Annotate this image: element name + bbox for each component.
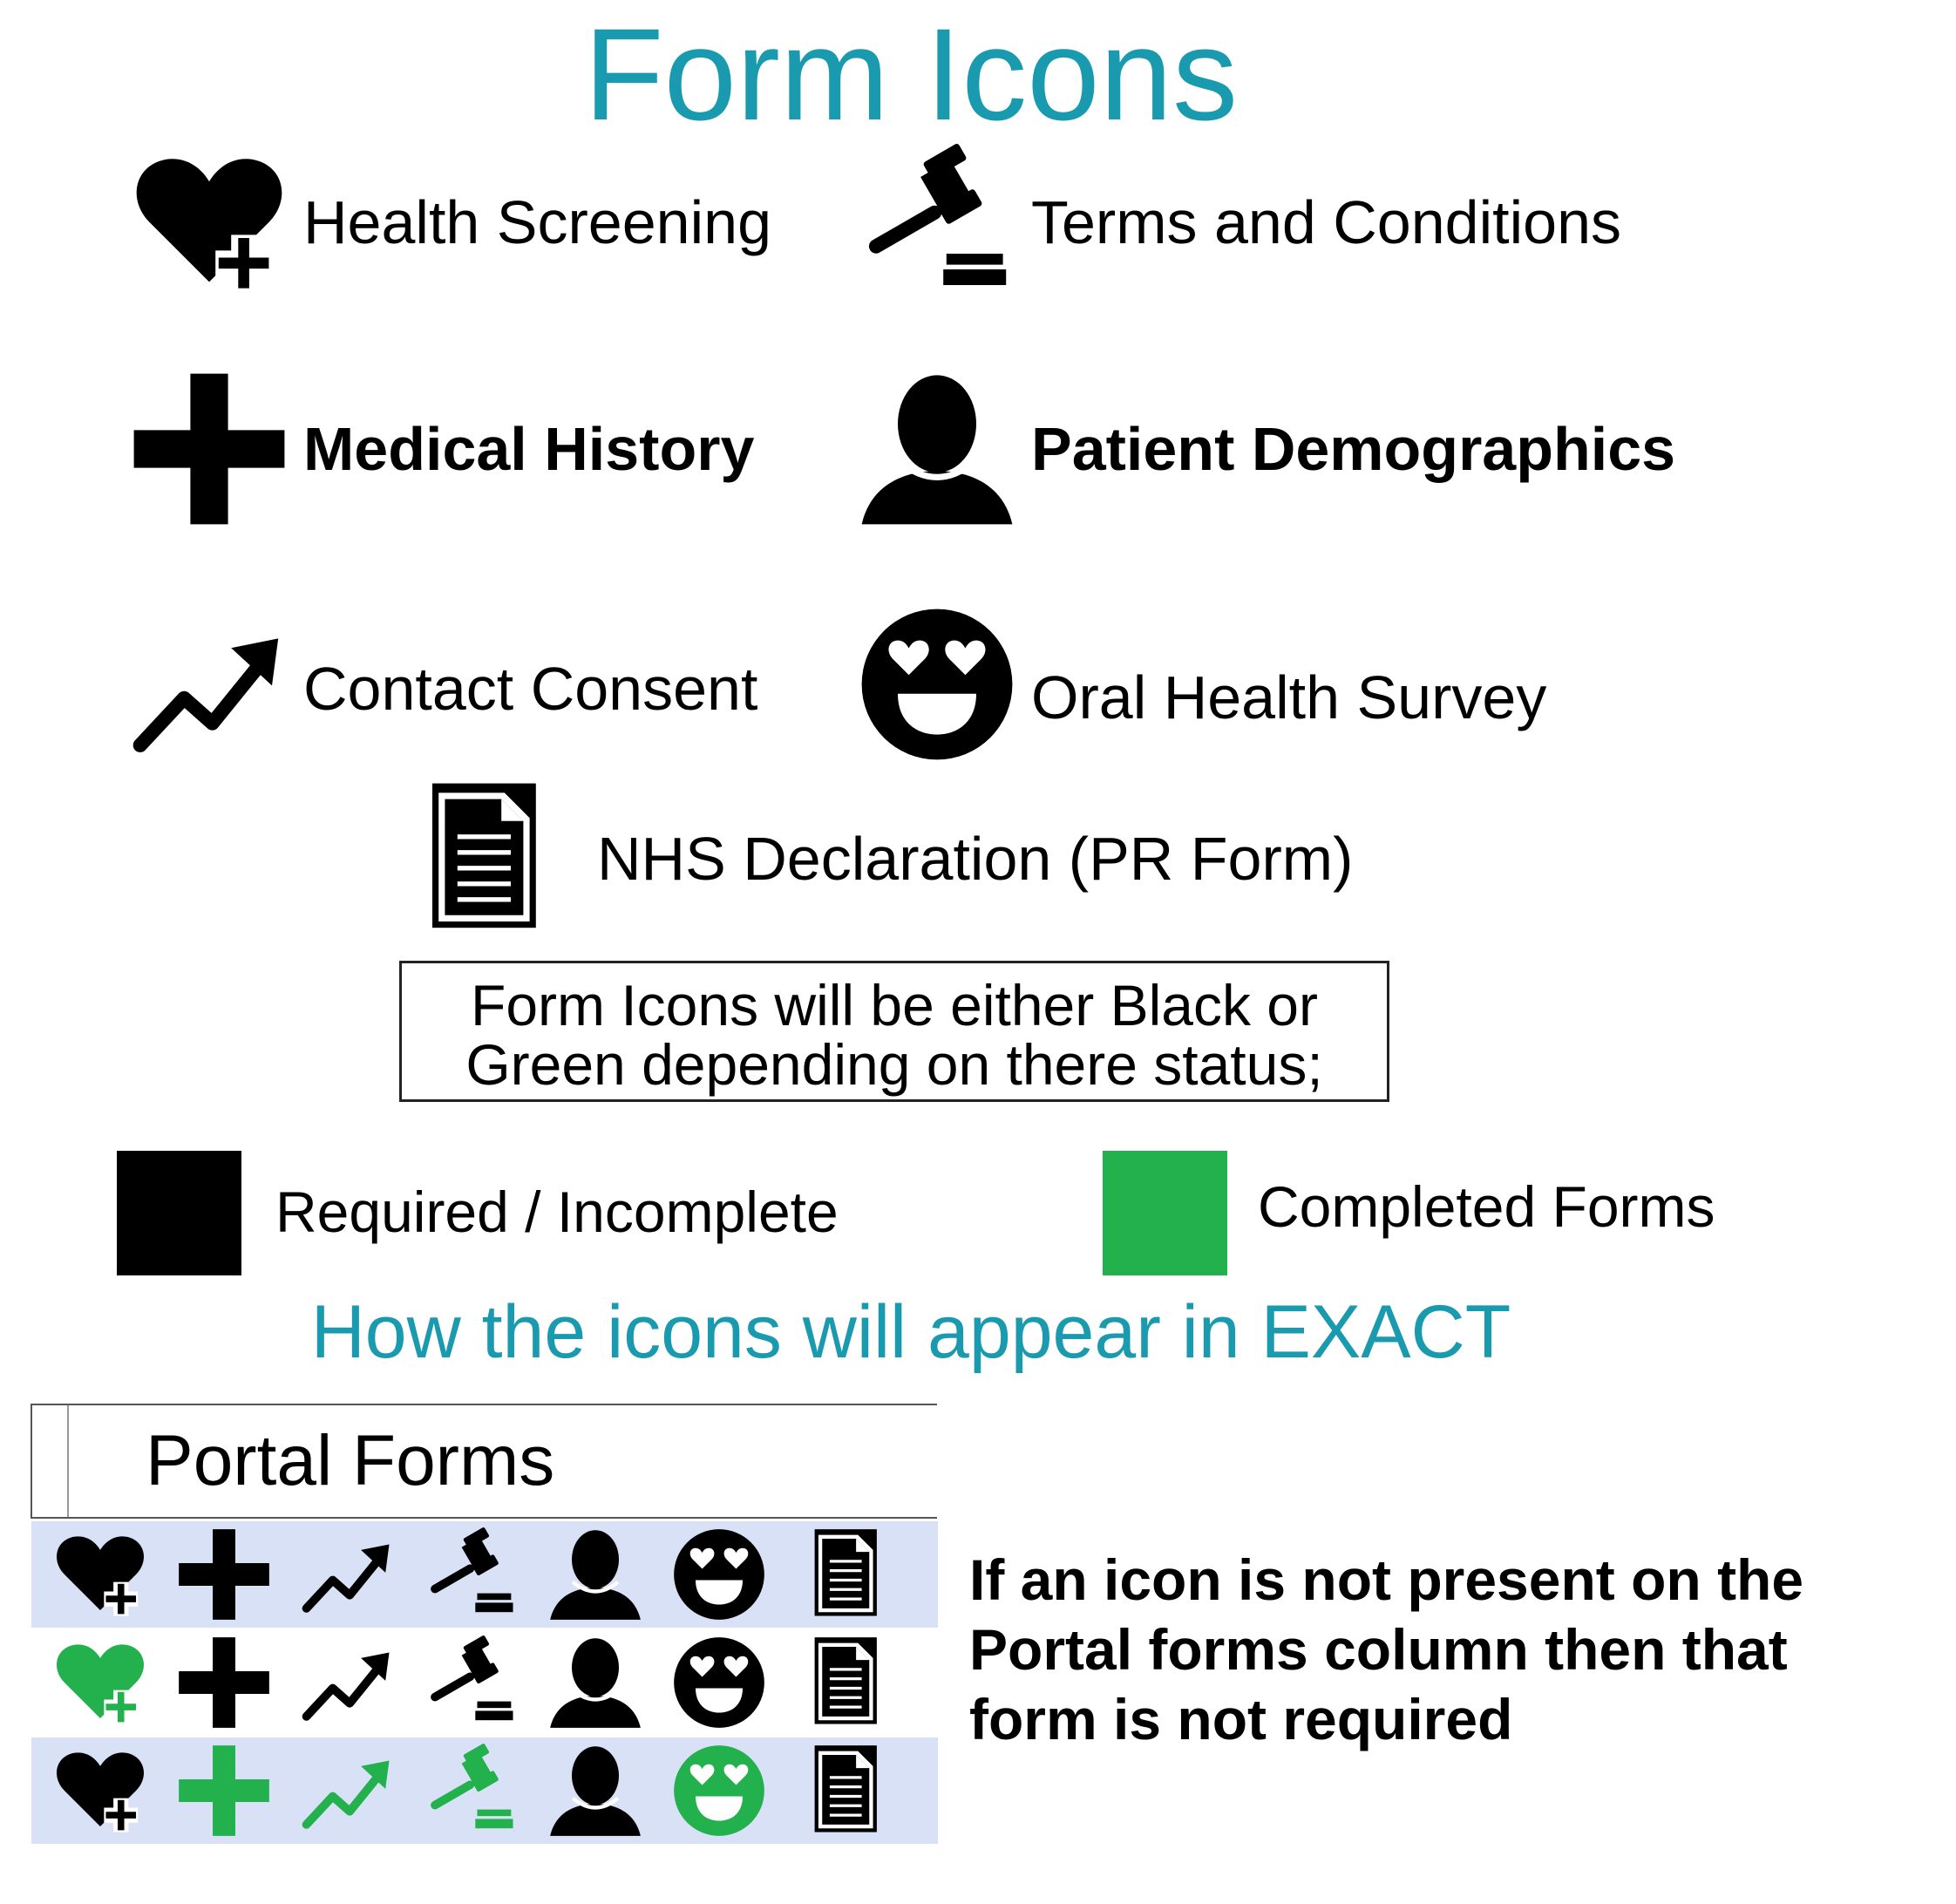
document-icon[interactable] bbox=[781, 1521, 905, 1628]
table-row bbox=[31, 1521, 938, 1628]
heart-plus-icon[interactable] bbox=[38, 1521, 162, 1628]
legend-terms-and-conditions bbox=[859, 144, 1621, 301]
gavel-icon[interactable] bbox=[410, 1521, 533, 1628]
page-title: Form Icons bbox=[583, 1, 1239, 147]
completed-swatch bbox=[1103, 1151, 1227, 1275]
legend-label: Contact Consent bbox=[303, 655, 758, 723]
trending-up-icon[interactable] bbox=[286, 1737, 410, 1844]
required-label: Required / Incomplete bbox=[275, 1180, 839, 1244]
trending-up-icon[interactable] bbox=[286, 1521, 410, 1628]
medical-cross-icon bbox=[131, 371, 288, 527]
legend-label: NHS Declaration (PR Form) bbox=[597, 825, 1354, 893]
status-note-line-2: Green depending on there status; bbox=[465, 1032, 1323, 1097]
smile-heart-eyes-icon bbox=[859, 606, 1015, 763]
person-icon[interactable] bbox=[533, 1629, 657, 1736]
side-note: If an icon is not present on the Portal forms column then that form is not required bbox=[969, 1547, 1804, 1751]
portal-forms-header bbox=[31, 1404, 937, 1519]
smile-heart-eyes-icon[interactable] bbox=[657, 1629, 781, 1736]
legend-oral-health-survey bbox=[859, 606, 1546, 763]
document-icon[interactable] bbox=[781, 1629, 905, 1736]
section-subtitle: How the icons will appear in EXACT bbox=[310, 1290, 1511, 1374]
completed-label: Completed Forms bbox=[1258, 1174, 1715, 1239]
person-icon[interactable] bbox=[533, 1737, 657, 1844]
smile-heart-eyes-icon[interactable] bbox=[657, 1737, 781, 1844]
legend-contact-consent bbox=[131, 610, 757, 767]
smile-heart-eyes-icon[interactable] bbox=[657, 1521, 781, 1628]
medical-cross-icon[interactable] bbox=[162, 1629, 286, 1736]
required-swatch bbox=[117, 1151, 241, 1275]
table-row bbox=[31, 1737, 938, 1844]
trending-up-icon bbox=[131, 610, 288, 767]
heart-plus-icon[interactable] bbox=[38, 1629, 162, 1736]
legend-nhs-declaration bbox=[401, 780, 1353, 937]
gavel-icon[interactable] bbox=[410, 1737, 533, 1844]
header-gutter bbox=[32, 1405, 69, 1517]
legend-patient-demographics bbox=[859, 371, 1675, 527]
status-note-box bbox=[399, 961, 1389, 1102]
person-icon[interactable] bbox=[533, 1521, 657, 1628]
heart-plus-icon[interactable] bbox=[38, 1737, 162, 1844]
person-icon bbox=[859, 371, 1015, 527]
medical-cross-icon[interactable] bbox=[162, 1737, 286, 1844]
legend-label: Patient Demographics bbox=[1031, 415, 1676, 483]
trending-up-icon[interactable] bbox=[286, 1629, 410, 1736]
legend-medical-history bbox=[131, 371, 754, 527]
medical-cross-icon[interactable] bbox=[162, 1521, 286, 1628]
table-row bbox=[31, 1629, 938, 1736]
document-icon bbox=[401, 780, 558, 937]
legend-health-screening bbox=[131, 144, 771, 301]
heart-plus-icon bbox=[131, 144, 288, 301]
portal-forms-title: Portal Forms bbox=[146, 1421, 555, 1500]
gavel-icon bbox=[859, 144, 1015, 301]
legend-label: Terms and Conditions bbox=[1031, 188, 1621, 256]
legend-label: Oral Health Survey bbox=[1031, 663, 1547, 731]
document-icon[interactable] bbox=[781, 1737, 905, 1844]
gavel-icon[interactable] bbox=[410, 1629, 533, 1736]
status-note-line-1: Form Icons will be either Black or bbox=[471, 973, 1318, 1037]
legend-label: Health Screening bbox=[303, 188, 771, 256]
legend-label: Medical History bbox=[303, 415, 755, 483]
